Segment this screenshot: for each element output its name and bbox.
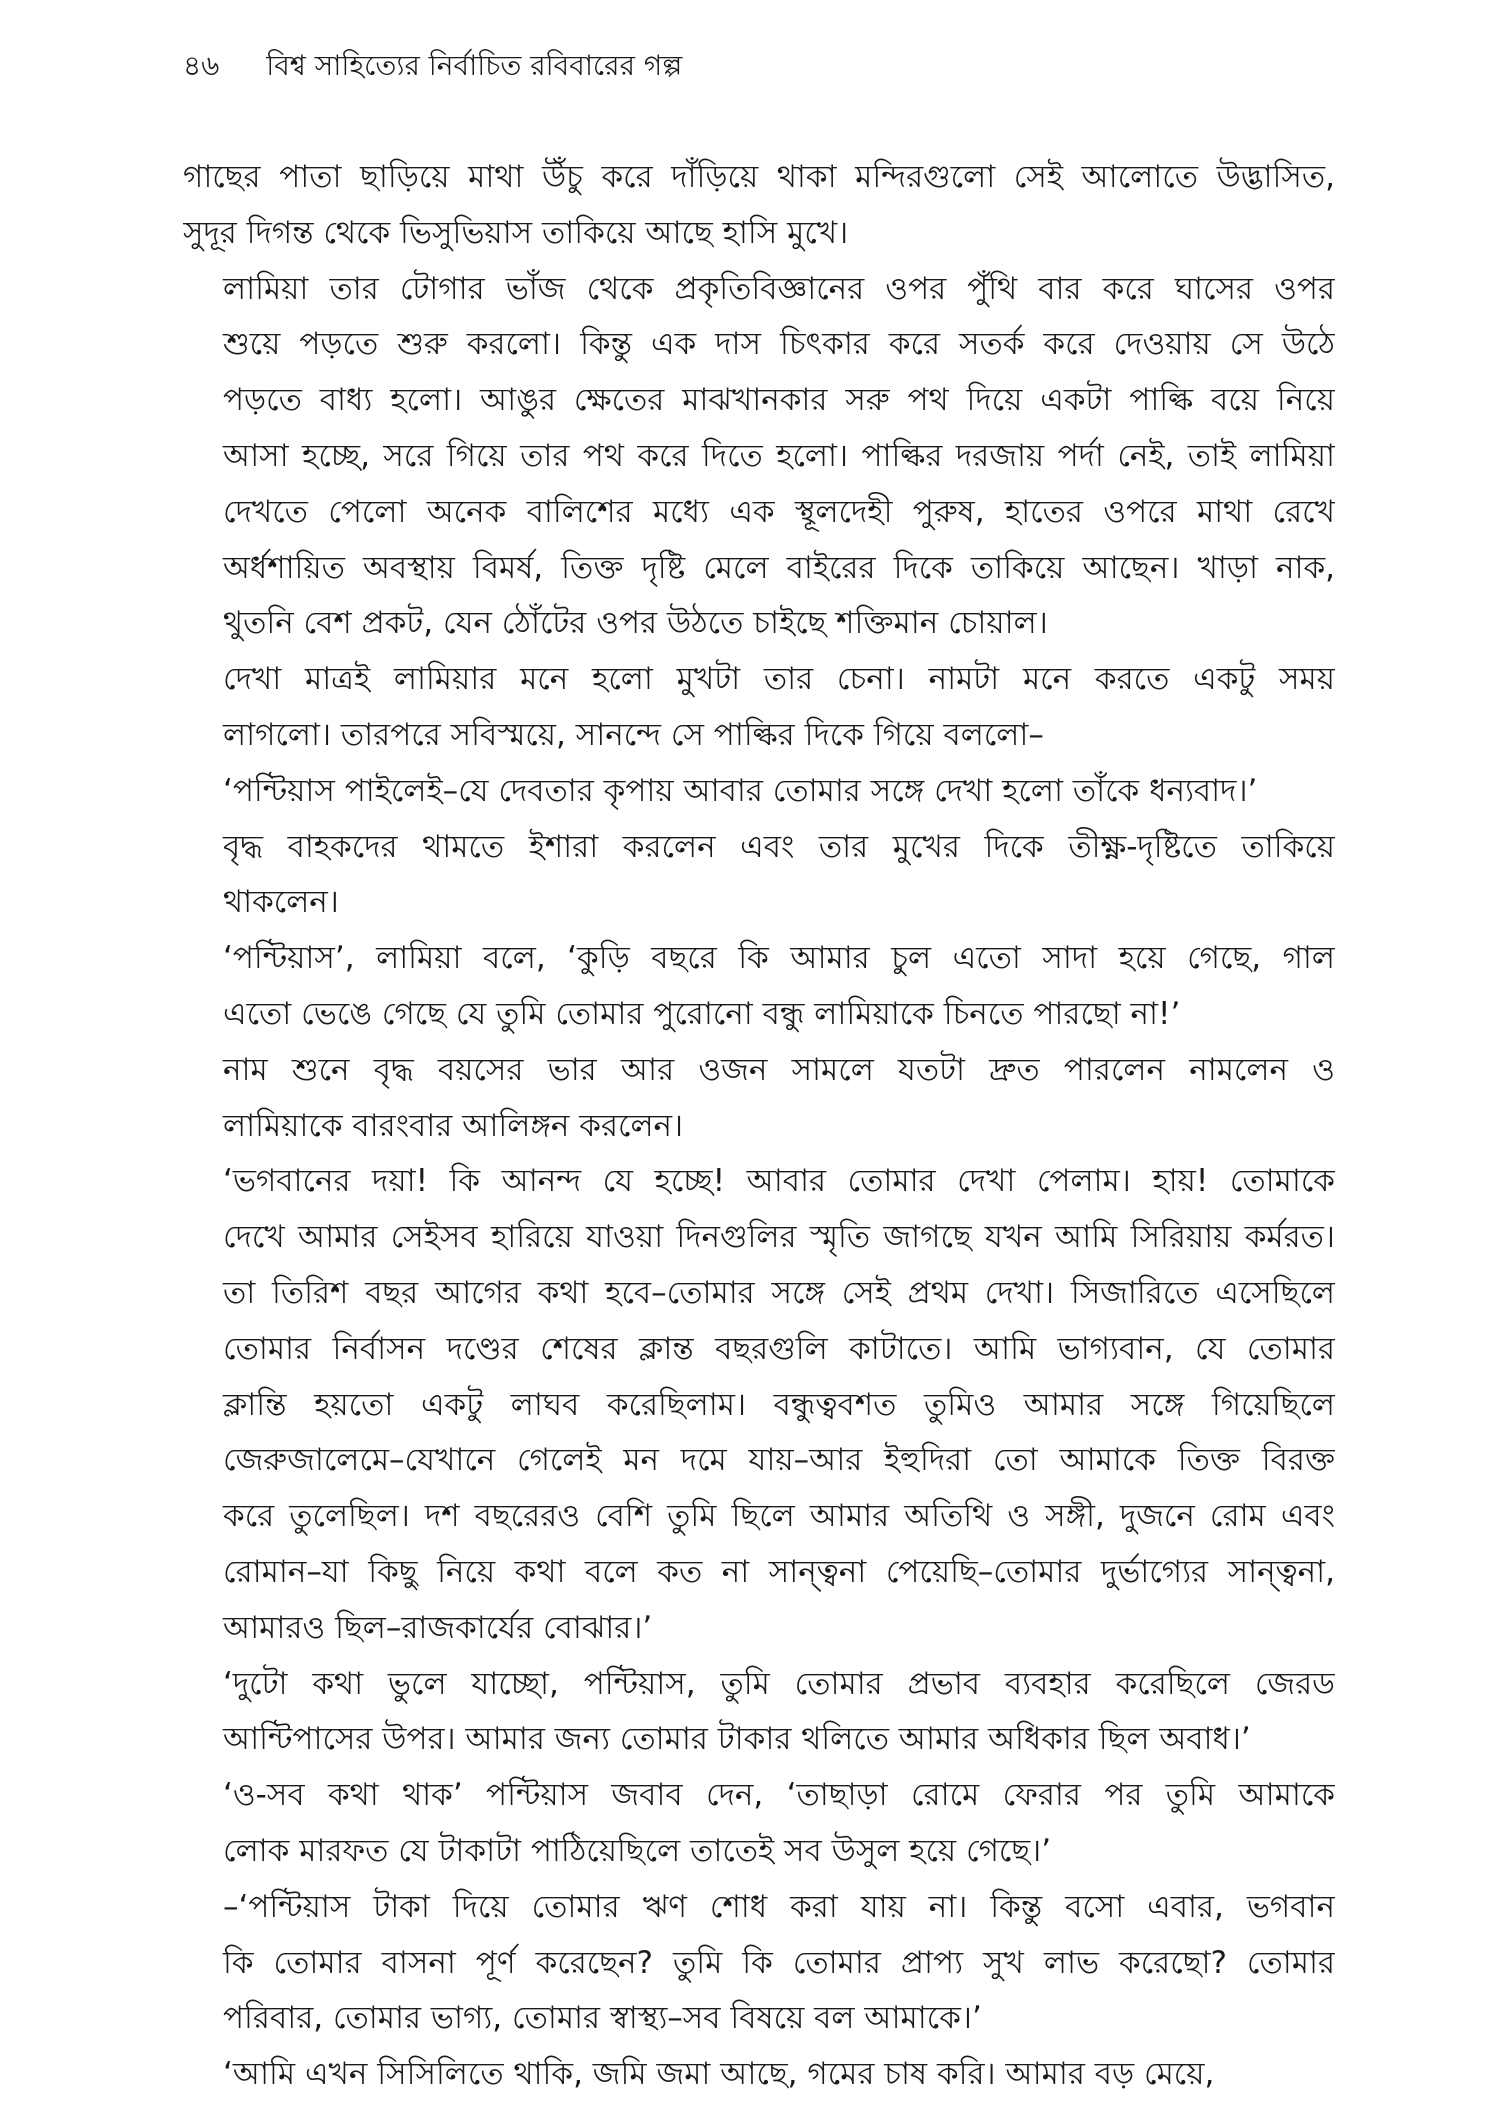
text-line: ‘ভগবানের দয়া! কি আনন্দ যে হচ্ছে! আবার তোমার দেখা পেলাম। হায়! তোমাকে	[223, 1163, 1335, 1200]
text-line: লাগলো। তারপরে সবিস্ময়ে, সানন্দে সে পাল্কির দিকে গিয়ে বললো–	[223, 716, 1044, 753]
text-line: দেখা মাত্রই লামিয়ার মনে হলো মুখটা তার চেনা। নামটা মনে করতে একটু সময়	[223, 661, 1335, 698]
paragraph	[183, 931, 1335, 1043]
text-line: লামিয়া তার টোগার ভাঁজ থেকে প্রকৃতিবিজ্ঞানের ওপর পুঁথি বার করে ঘাসের ওপর	[223, 270, 1335, 307]
paragraph	[183, 2047, 1335, 2103]
text-line: দেখতে পেলো অনেক বালিশের মধ্যে এক স্থূলদেহী পুরুষ, হাতের ওপরে মাথা রেখে	[223, 493, 1335, 530]
text-line: গাছের পাতা ছাড়িয়ে মাথা উঁচু করে দাঁড়িয়ে থাকা মন্দিরগুলো সেই আলোতে উদ্ভাসিত,	[183, 159, 1335, 195]
text-line: ‘পন্টিয়াস পাইলেই–যে দেবতার কৃপায় আবার তোমার সঙ্গে দেখা হলো তাঁকে ধন্যবাদ।’	[223, 772, 1258, 809]
paragraph	[183, 262, 1335, 653]
text-line: ক্লান্তি হয়তো একটু লাঘব করেছিলাম। বন্ধুত্ববশত তুমিও আমার সঙ্গে গিয়েছিলে	[223, 1386, 1335, 1423]
text-line: জেরুজালেমে–যেখানে গেলেই মন দমে যায়–আর ইহুদিরা তো আমাকে তিক্ত বিরক্ত	[223, 1442, 1335, 1479]
text-line: ‘আমি এখন সিসিলিতে থাকি, জমি জমা আছে, গমের চাষ করি। আমার বড় মেয়ে,	[223, 2056, 1215, 2093]
text-line: নাম শুনে বৃদ্ধ বয়সের ভার আর ওজন সামলে যতটা দ্রুত পারলেন নামলেন ও	[223, 1051, 1335, 1088]
page-number: ৪৬	[183, 49, 220, 82]
text-line: ‘দুটো কথা ভুলে যাচ্ছো, পন্টিয়াস, তুমি তোমার প্রভাব ব্যবহার করেছিলে জেরড	[223, 1665, 1335, 1702]
text-line: অর্ধশায়িত অবস্থায় বিমর্ষ, তিক্ত দৃষ্টি মেলে বাইরের দিকে তাকিয়ে আছেন। খাড়া নাক,	[223, 549, 1335, 586]
paragraph	[183, 652, 1335, 764]
text-line: করে তুলেছিল। দশ বছরেরও বেশি তুমি ছিলে আমার অতিথি ও সঙ্গী, দুজনে রোম এবং	[223, 1498, 1335, 1535]
page-header	[183, 44, 682, 91]
page-body	[183, 150, 1335, 2103]
text-line: তোমার নির্বাসন দণ্ডের শেষের ক্লান্ত বছরগুলি কাটাতে। আমি ভাগ্যবান, যে তোমার	[223, 1330, 1335, 1367]
text-line: তা তিরিশ বছর আগের কথা হবে–তোমার সঙ্গে সেই প্রথম দেখা। সিজারিতে এসেছিলে	[223, 1274, 1335, 1311]
text-line: থুতনি বেশ প্রকট, যেন ঠোঁটের ওপর উঠতে চাইছে শক্তিমান চোয়াল।	[223, 605, 1048, 642]
text-line: লোক মারফত যে টাকাটা পাঠিয়েছিলে তাতেই সব উসুল হয়ে গেছে।’	[223, 1832, 1052, 1869]
text-line: আমারও ছিল–রাজকার্যের বোঝার।’	[223, 1609, 653, 1646]
running-title: বিশ্ব সাহিত্যের নির্বাচিত রবিবারের গল্প	[266, 49, 683, 82]
paragraph	[183, 1657, 1335, 1769]
text-line: সুদূর দিগন্ত থেকে ভিসুভিয়াস তাকিয়ে আছে হাসি মুখে।	[183, 214, 849, 251]
text-line: দেখে আমার সেইসব হারিয়ে যাওয়া দিনগুলির স্মৃতি জাগছে যখন আমি সিরিয়ায় কর্মরত।	[223, 1219, 1335, 1256]
text-line: পরিবার, তোমার ভাগ্য, তোমার স্বাস্থ্য–সব বিষয়ে বল আমাকে।’	[223, 2000, 982, 2037]
paragraph	[183, 1880, 1335, 2047]
text-line: বৃদ্ধ বাহকদের থামতে ইশারা করলেন এবং তার মুখের দিকে তীক্ষ্ণ-দৃষ্টিতে তাকিয়ে	[223, 828, 1335, 865]
text-line: ‘ও-সব কথা থাক’ পন্টিয়াস জবাব দেন, ‘তাছাড়া রোমে ফেরার পর তুমি আমাকে	[223, 1777, 1335, 1814]
paragraph	[183, 764, 1335, 820]
text-line: এতো ভেঙে গেছে যে তুমি তোমার পুরোনো বন্ধু লামিয়াকে চিনতে পারছো না!’	[223, 995, 1181, 1032]
paragraph	[183, 1768, 1335, 1880]
text-line: আসা হচ্ছে, সরে গিয়ে তার পথ করে দিতে হলো। পাল্কির দরজায় পর্দা নেই, তাই লামিয়া	[223, 437, 1335, 474]
text-line: থাকলেন।	[223, 884, 339, 921]
paragraph	[183, 1154, 1335, 1656]
text-line: ‘পন্টিয়াস’, লামিয়া বলে, ‘কুড়ি বছরে কি আমার চুল এতো সাদা হয়ে গেছে, গাল	[223, 940, 1335, 977]
paragraph	[183, 1043, 1335, 1155]
text-line: রোমান–যা কিছু নিয়ে কথা বলে কত না সান্ত্বনা পেয়েছি–তোমার দুর্ভাগ্যের সান্ত্বনা,	[223, 1553, 1335, 1590]
paragraph	[183, 150, 1335, 262]
text-line: আন্টিপাসের উপর। আমার জন্য তোমার টাকার থলিতে আমার অধিকার ছিল অবাধ।’	[223, 1721, 1251, 1758]
text-line: পড়তে বাধ্য হলো। আঙুর ক্ষেতের মাঝখানকার সরু পথ দিয়ে একটা পাল্কি বয়ে নিয়ে	[223, 382, 1335, 419]
text-line: কি তোমার বাসনা পূর্ণ করেছেন? তুমি কি তোমার প্রাপ্য সুখ লাভ করেছো? তোমার	[223, 1944, 1335, 1981]
paragraph	[183, 820, 1335, 932]
text-line: লামিয়াকে বারংবার আলিঙ্গন করলেন।	[223, 1107, 684, 1144]
text-line: –‘পন্টিয়াস টাকা দিয়ে তোমার ঋণ শোধ করা যায় না। কিন্তু বসো এবার, ভগবান	[223, 1888, 1335, 1925]
text-line: শুয়ে পড়তে শুরু করলো। কিন্তু এক দাস চিৎকার করে সতর্ক করে দেওয়ায় সে উঠে	[223, 326, 1335, 363]
